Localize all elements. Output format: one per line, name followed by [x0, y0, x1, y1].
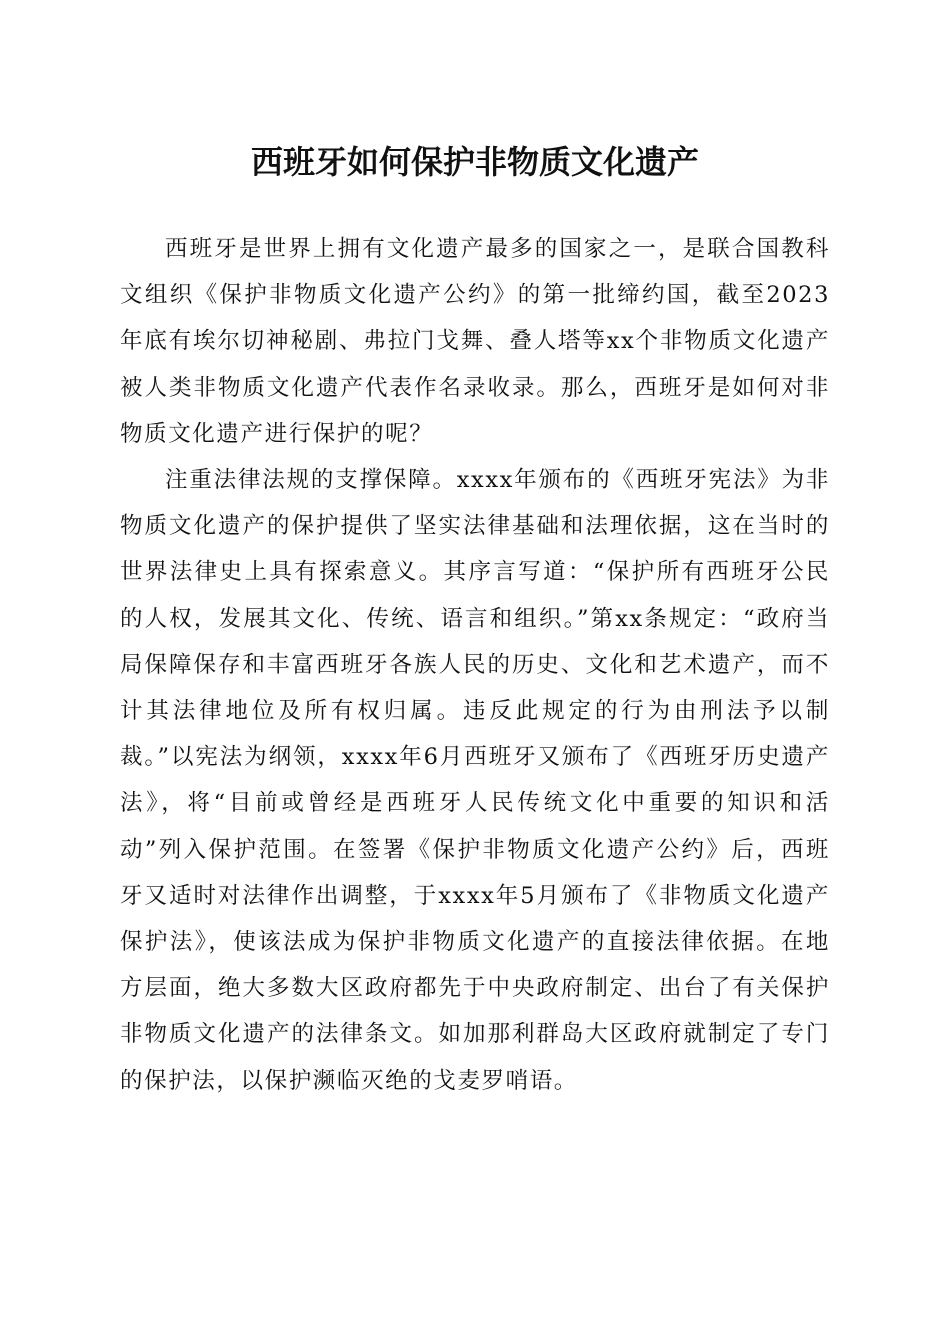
document-title: 西班牙如何保护非物质文化遗产 [250, 143, 699, 181]
paragraph-intro: 西班牙是世界上拥有文化遗产最多的国家之一，是联合国教科文组织《保护非物质文化遗产公约》的第一批缔约国，截至2023年底有埃尔切神秘剧、弗拉门戈舞、叠人塔等xx个非物质文化遗产被人类非物质文化遗产代表作名录收录。那么，西班牙是如何对非物质文化遗产进行保护的呢？ [120, 236, 830, 447]
document-body [120, 226, 830, 1104]
paragraph-legal-framework: 注重法律法规的支撑保障。xxxx年颁布的《西班牙宪法》为非物质文化遗产的保护提供了坚实法律基础和法理依据，这在当时的世界法律史上具有探索意义。其序言写道：“保护所有西班牙公民的人权，发展其文化、传统、语言和组织。”第xx条规定：“政府当局保障保存和丰富西班牙各族人民的历史、文化和艺术遗产，而不计其法律地位及所有权归属。违反此规定的行为由刑法予以制裁。”以宪法为纲领，xxxx年6月西班牙又颁布了《西班牙历史遗产法》，将“目前或曾经是西班牙人民传统文化中重要的知识和活动”列入保护范围。在签署《保护非物质文化遗产公约》后，西班牙又适时对法律作出调整，于xxxx年5月颁布了《非物质文化遗产保护法》，使该法成为保护非物质文化遗产的直接法律依据。在地方层面，绝大多数大区政府都先于中央政府制定、出台了有关保护非物质文化遗产的法律条文。如加那利群岛大区政府就制定了专门的保护法，以保护濒临灭绝的戈麦罗哨语。 [120, 467, 830, 1094]
